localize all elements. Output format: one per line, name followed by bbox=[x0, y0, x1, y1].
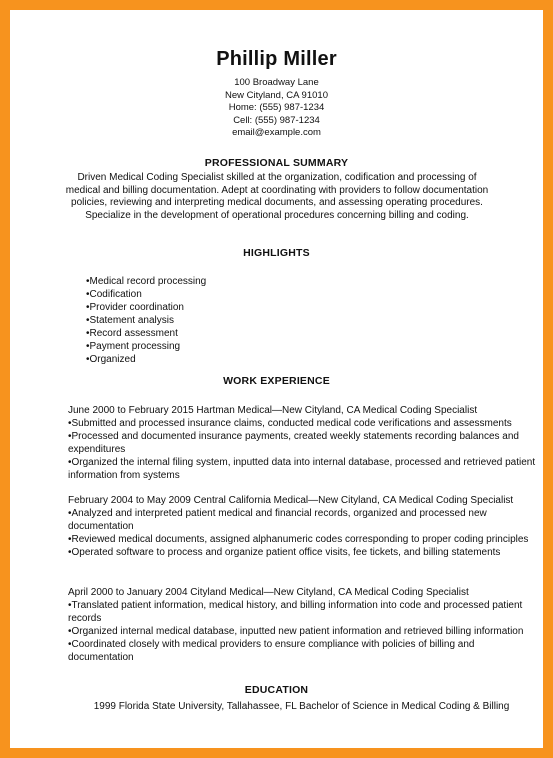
job-bullet: •Analyzed and interpreted patient medical and financial records, organized and processed new documentation bbox=[68, 508, 487, 532]
summary-text: Driven Medical Coding Specialist skilled at the organization, codification and processing of medical and billing documentation. Adept at coordinating with providers to follow documentation policies, reviewing and interpreting medical documents, and assessing operating procedures. Specialize in the development of operational procedures concerning billing and coding. bbox=[65, 172, 489, 221]
job-heading: June 2000 to February 2015 Hartman Medical—New Cityland, CA Medical Coding Specialist bbox=[68, 405, 478, 416]
address-line: 100 Broadway Lane bbox=[234, 77, 319, 88]
job-bullets bbox=[68, 417, 548, 482]
job-bullet: •Reviewed medical documents, assigned alphanumeric codes corresponding to proper coding principles bbox=[68, 534, 529, 545]
resume-page bbox=[10, 10, 543, 748]
job-bullet: •Coordinated closely with medical providers to ensure compliance with policies of billing and documentation bbox=[68, 639, 475, 663]
job-bullets bbox=[68, 507, 548, 559]
job-bullet: •Submitted and processed insurance claims, conducted medical code verifications and assessments bbox=[68, 418, 512, 429]
experience-heading: WORK EXPERIENCE bbox=[223, 375, 330, 387]
education-entry: 1999 Florida State University, Tallahassee, FL Bachelor of Science in Medical Coding & Billing bbox=[93, 701, 510, 712]
highlight-item: •Payment processing bbox=[86, 341, 181, 352]
job-bullets bbox=[68, 599, 548, 664]
city-line: New Cityland, CA 91010 bbox=[225, 89, 328, 101]
home-phone: Home: (555) 987-1234 bbox=[228, 102, 325, 113]
education-heading: EDUCATION bbox=[244, 684, 309, 696]
highlight-item: •Codification bbox=[86, 289, 142, 300]
summary-heading: PROFESSIONAL SUMMARY bbox=[204, 157, 349, 169]
job-bullet: •Operated software to process and organize patient office visits, fee tickets, and billing statements bbox=[68, 547, 501, 558]
highlights-heading: HIGHLIGHTS bbox=[243, 247, 310, 259]
email: email@example.com bbox=[232, 127, 321, 138]
job-bullet: •Processed and documented insurance payments, created weekly statements recording balances and expenditures bbox=[68, 431, 519, 455]
highlights-list bbox=[86, 275, 206, 366]
highlight-item: •Record assessment bbox=[86, 328, 178, 339]
candidate-name: Phillip Miller bbox=[216, 48, 337, 70]
job-entry bbox=[68, 404, 548, 482]
job-bullet: •Organized internal medical database, inputted new patient information and retrieved billing information bbox=[68, 626, 524, 637]
contact-block bbox=[10, 77, 543, 140]
highlight-item: •Medical record processing bbox=[86, 276, 207, 287]
job-entry bbox=[68, 586, 548, 664]
job-heading: February 2004 to May 2009 Central California Medical—New Cityland, CA Medical Coding Specialist bbox=[68, 495, 514, 506]
highlight-item: •Organized bbox=[86, 354, 136, 365]
highlight-item: •Provider coordination bbox=[86, 302, 184, 313]
job-entry bbox=[68, 494, 548, 559]
highlight-item: •Statement analysis bbox=[86, 315, 174, 326]
job-bullet: •Translated patient information, medical history, and billing information into code and processed patient records bbox=[68, 600, 523, 624]
cell-phone: Cell: (555) 987-1234 bbox=[233, 114, 320, 126]
job-bullet: •Organized the internal filing system, inputted data into internal database, processed and retrieved patient information from systems bbox=[68, 457, 536, 481]
job-heading: April 2000 to January 2004 Cityland Medical—New Cityland, CA Medical Coding Specialist bbox=[68, 587, 469, 598]
